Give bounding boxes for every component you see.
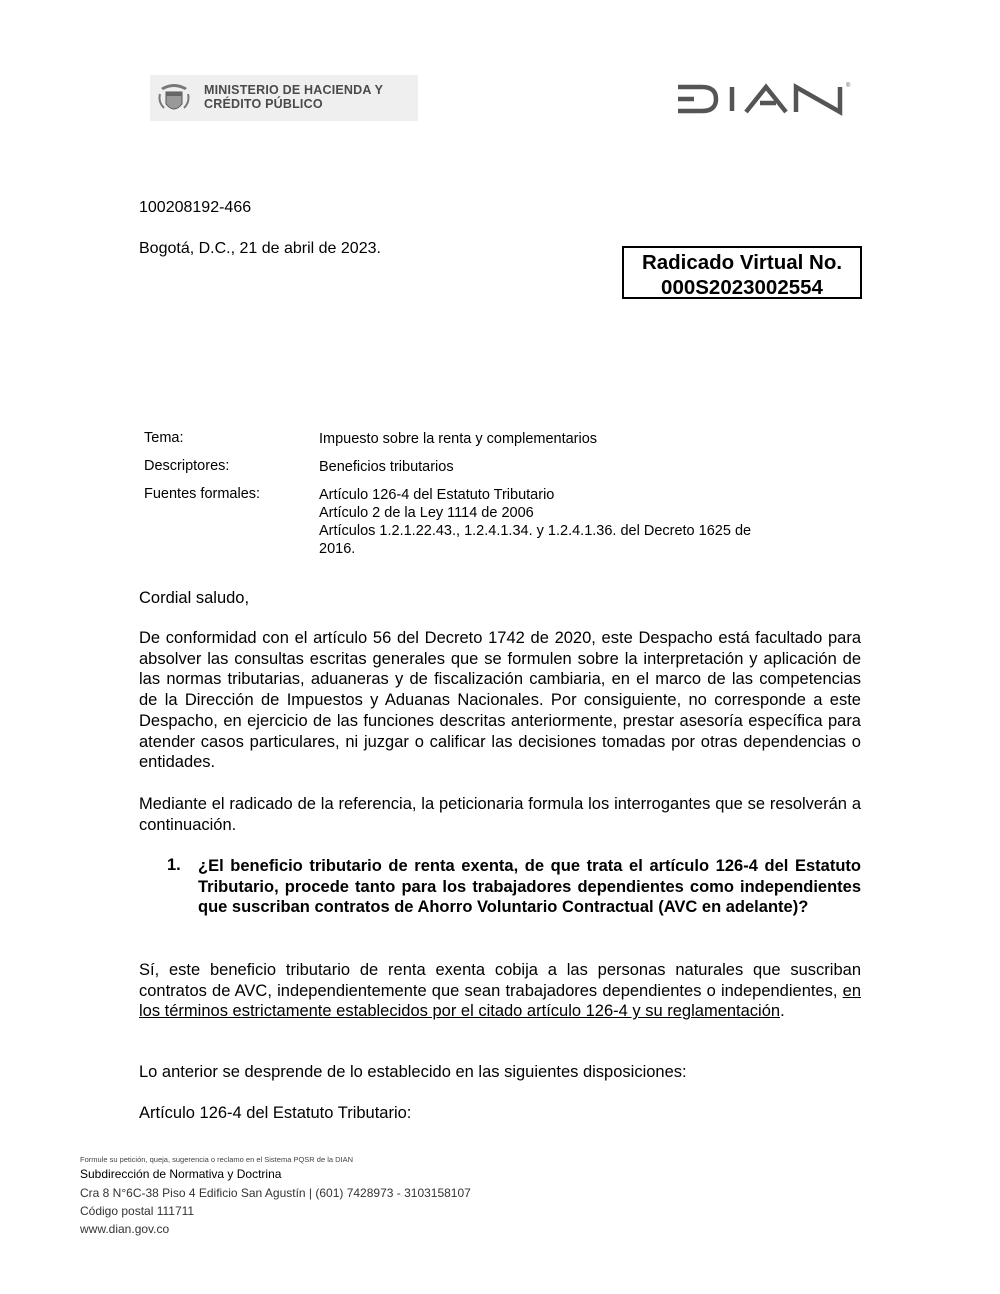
fuente-item: 2016. (319, 541, 356, 557)
svg-text:®: ® (846, 83, 851, 89)
answer-text: Sí, este beneficio tributario de renta exenta cobija a las personas naturales que suscriban contratos de AVC, independientemente que sean trabajadores dependientes o independientes, (139, 961, 861, 1000)
fuente-item: Artículo 126-4 del Estatuto Tributario (319, 487, 555, 503)
fuentes-values (319, 486, 751, 558)
descriptores-label: Descriptores: (144, 458, 230, 474)
paragraph-request: Mediante el radicado de la referencia, la peticionaria formula los interrogantes que se resolverán a continuación. (139, 795, 861, 834)
ministry-logo (150, 75, 418, 121)
coat-of-arms-icon (157, 80, 191, 116)
fuentes-label: Fuentes formales: (144, 486, 261, 502)
dian-logo (676, 82, 852, 116)
fuente-item: Artículos 1.2.1.22.43., 1.2.4.1.34. y 1.2.4.1.36. del Decreto 1625 de (319, 523, 752, 539)
footer-office: Subdirección de Normativa y Doctrina (80, 1167, 282, 1181)
tema-value: Impuesto sobre la renta y complementarios (319, 431, 598, 447)
question-text: ¿El beneficio tributario de renta exenta, de que trata el artículo 126-4 del Estatuto Tributario, procede tanto para los trabajadores dependientes como independientes que suscriban contratos de Ahorro Voluntario Contractual (AVC en adelante)? (198, 857, 861, 917)
ministry-name-line2: CRÉDITO PÚBLICO (204, 97, 323, 111)
document-date: Bogotá, D.C., 21 de abril de 2023. (139, 240, 381, 257)
radicado-box (622, 246, 862, 299)
radicado-label: Radicado Virtual No. (641, 251, 843, 274)
ministry-name (204, 83, 383, 111)
ministry-name-line1: MINISTERIO DE HACIENDA Y (204, 83, 384, 97)
descriptores-value: Beneficios tributarios (319, 459, 454, 475)
question-number: 1. (167, 856, 181, 874)
paragraph-answer (139, 960, 861, 1022)
paragraph-article-heading: Artículo 126-4 del Estatuto Tributario: (139, 1104, 412, 1122)
tema-label: Tema: (144, 430, 184, 446)
answer-underlined-text: en los términos estrictamente establecidos por el citado artículo 126-4 y su reglamentación (139, 981, 861, 1021)
fuente-item: Artículo 2 de la Ley 1114 de 2006 (319, 505, 534, 521)
footer-address: Cra 8 N°6C-38 Piso 4 Edificio San Agustín | (601) 7428973 - 3103158107 (80, 1186, 471, 1200)
footer-pqsr-note: Formule su petición, queja, sugerencia o reclamo en el Sistema PQSR de la DIAN (80, 1155, 354, 1164)
paragraph-dispositions: Lo anterior se desprende de lo establecido en las siguientes disposiciones: (139, 1063, 687, 1081)
radicado-number: 000S2023002554 (661, 276, 823, 299)
paragraph-competence: De conformidad con el artículo 56 del Decreto 1742 de 2020, este Despacho está facultado para absolver las consultas escritas generales que se formulen sobre la interpretación y aplicación de las normas tributarias, aduaneras y de fiscalización cambiaria, en el marco de las competencias de la Dirección de Impuestos y Aduanas Nacionales. Por consiguiente, no corresponde a este Despacho, en ejercicio de las funciones descritas anteriormente, prestar asesoría específica para atender casos particulares, ni juzgar o calificar las decisiones tomadas por otras dependencias o entidades. (139, 629, 861, 772)
greeting: Cordial saludo, (139, 589, 250, 607)
footer-postal-code: Código postal 111711 (80, 1204, 195, 1218)
footer-website: www.dian.gov.co (80, 1222, 170, 1236)
document-reference: 100208192-466 (139, 199, 252, 216)
answer-end: . (780, 1002, 785, 1021)
